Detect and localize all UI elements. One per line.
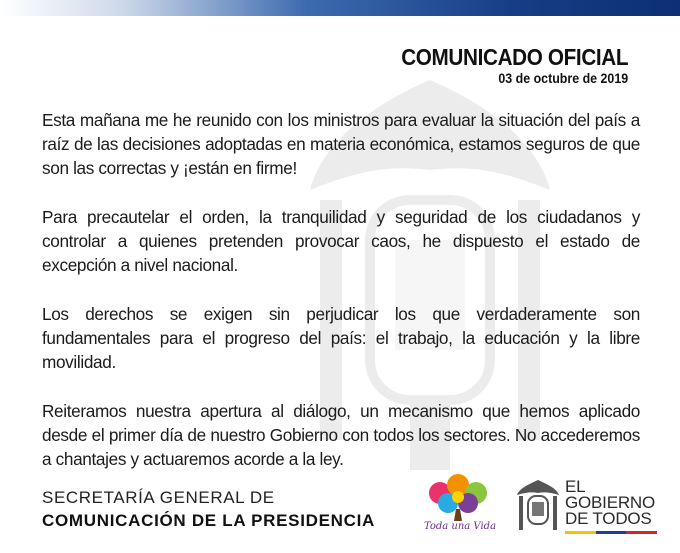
secretaria-line-2: COMUNICACIÓN DE LA PRESIDENCIA [42,511,375,530]
document-date: 03 de octubre de 2019 [498,71,628,86]
tree-of-life-logo [418,473,498,545]
document-title: COMUNICADO OFICIAL [401,44,628,70]
paragraph: Esta mañana me he reunido con los ministros para evaluar la situación del país a raíz de las decisiones adoptadas en materia económica, estamos seguros de que son las correctas y ¡están en firme! [42,110,640,178]
secretaria-line-1: SECRETARÍA GENERAL DE [42,488,275,507]
document-body [42,108,640,496]
el-gobierno-de-todos-logo [565,479,655,527]
secretaria-logo [42,487,375,533]
toda-una-vida-caption: Toda una Vida [423,521,497,532]
flag-stripe [565,531,657,534]
coat-of-arms-icon [515,477,561,533]
paragraph: Los derechos se exigen sin perjudicar los que verdaderamente son fundamentales para el progreso del país: el trabajo, la educación y la libre movilidad. [42,304,640,372]
govt-line-2: GOBIERNO [565,493,656,512]
govt-line-3: DE TODOS [565,509,652,528]
paragraph: Reiteramos nuestra apertura al diálogo, un mecanismo que hemos aplicado desde el primer día de nuestro Gobierno con todos los sectores. No accederemos a chantajes y actuaremos acorde a la ley. [42,401,640,469]
top-color-bar [0,0,680,16]
paragraph: Para precautelar el orden, la tranquilidad y seguridad de los ciudadanos y controlar a quienes pretenden provocar caos, he dispuesto el estado de excepción a nivel nacional. [42,207,640,275]
document-header [376,44,628,86]
govt-line-1: EL [565,477,586,496]
